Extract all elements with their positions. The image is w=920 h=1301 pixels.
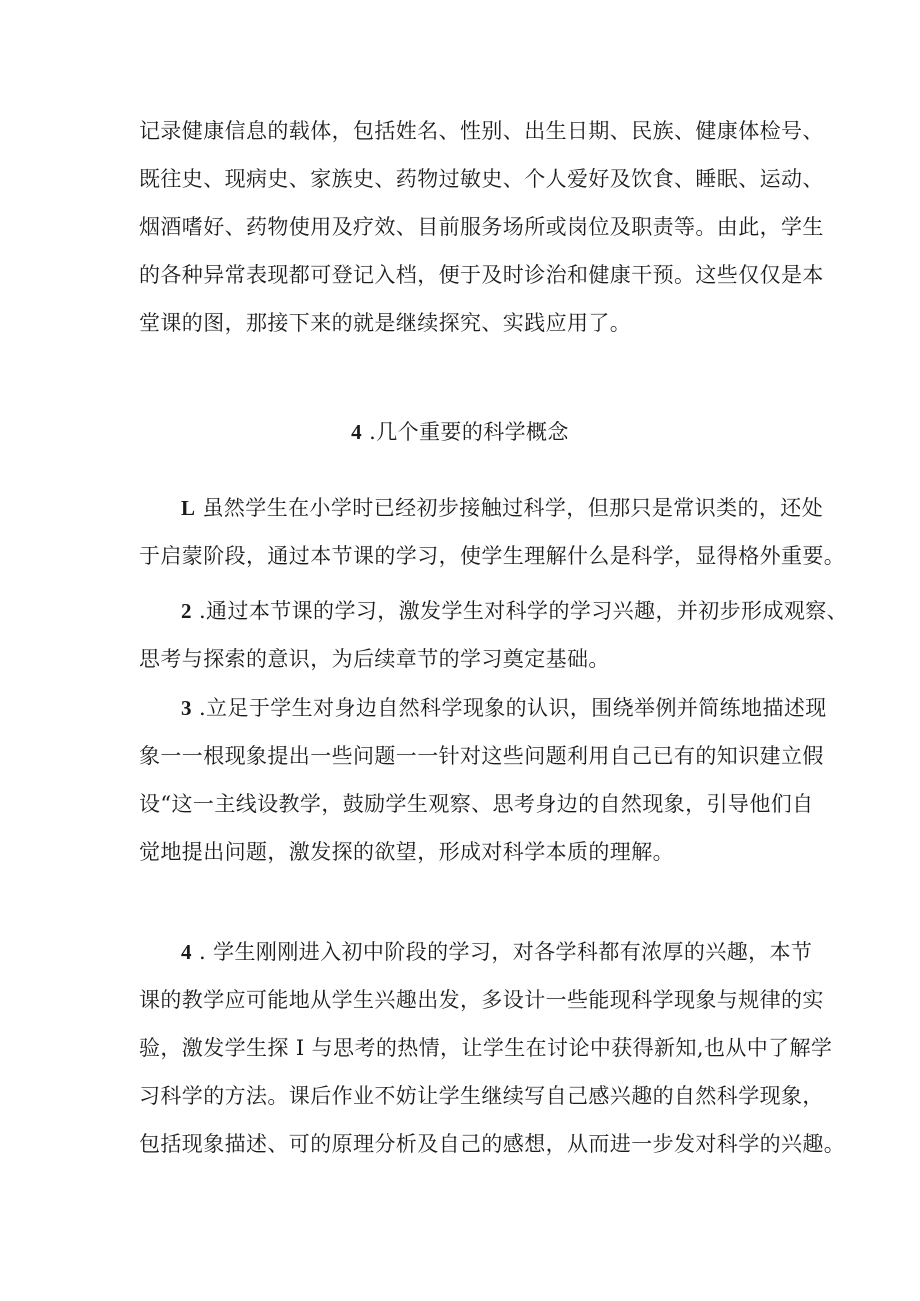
list-item-text: .通过本节课的学习，激发学生对科学的学习兴趣，并初步形成观察、 [198, 599, 849, 623]
list-item-text: . 学生刚刚进入初中阶段的学习，对各学科都有浓厚的兴趣，本节 [198, 940, 813, 964]
section-heading-title: .几个重要的科学概念 [369, 420, 569, 444]
list-item-text: .立足于学生对身边自然科学现象的认识，围绕举例并简练地描述现 [198, 696, 827, 720]
text-line: 习科学的方法。课后作业不妨让学生继续写自己感兴趣的自然科学现象， [139, 1084, 824, 1108]
list-item-3 [139, 684, 827, 876]
text-line: 课的教学应可能地从学生兴趣出发，多设计一些能现科学现象与规律的实 [139, 988, 824, 1012]
text-line: 觉地提出问题，激发探的欲望，形成对科学本质的理解。 [139, 840, 674, 864]
list-item-first-line [139, 928, 813, 976]
text-line: 设“这一主线设教学，鼓励学生观察、思考身边的自然现象，引导他们自 [139, 792, 814, 816]
section-heading-number: 4 [351, 420, 363, 444]
text-line: 既往史、现病史、家族史、药物过敏史、个人爱好及饮食、睡眠、运动、 [139, 167, 824, 191]
intro-paragraph [139, 107, 824, 347]
text-line: 的各种异常表现都可登记入档，便于及时诊治和健康干预。这些仅仅是本 [139, 263, 824, 287]
list-item-1 [139, 484, 846, 580]
list-item-text: 虽然学生在小学时已经初步接触过科学，但那只是常识类的，还处 [202, 496, 824, 520]
text-line: 记录健康信息的载体，包括姓名、性别、出生日期、民族、健康体检号、 [139, 119, 824, 143]
list-item-number: L [181, 496, 196, 520]
list-item-4 [139, 928, 846, 1168]
text-line: 烟酒嗜好、药物使用及疗效、目前服务场所或岗位及职责等。由此，学生 [139, 215, 824, 239]
list-item-first-line [139, 587, 849, 635]
list-item-2 [139, 587, 849, 683]
text-line: 于启蒙阶段，通过本节课的学习，使学生理解什么是科学，显得格外重要。 [139, 544, 846, 568]
text-line: 包括现象描述、可的原理分析及自己的感想，从而进一步发对科学的兴趣。 [139, 1132, 846, 1156]
list-item-number: 4 [181, 940, 192, 964]
text-line: 思考与探索的意识，为后续章节的学习奠定基础。 [139, 647, 610, 671]
section-heading [0, 417, 920, 447]
list-item-number: 3 [181, 696, 192, 720]
text-line: 堂课的图，那接下来的就是继续探究、实践应用了。 [139, 311, 632, 335]
text-line: 象一一根现象提出一些问题一一针对这些问题利用自己已有的知识建立假 [139, 744, 824, 768]
text-line: 验，激发学生探 I 与思考的热情，让学生在讨论中获得新知,也从中了解学 [139, 1036, 833, 1060]
list-item-number: 2 [181, 599, 192, 623]
list-item-first-line [139, 484, 824, 532]
list-item-first-line [139, 684, 827, 732]
